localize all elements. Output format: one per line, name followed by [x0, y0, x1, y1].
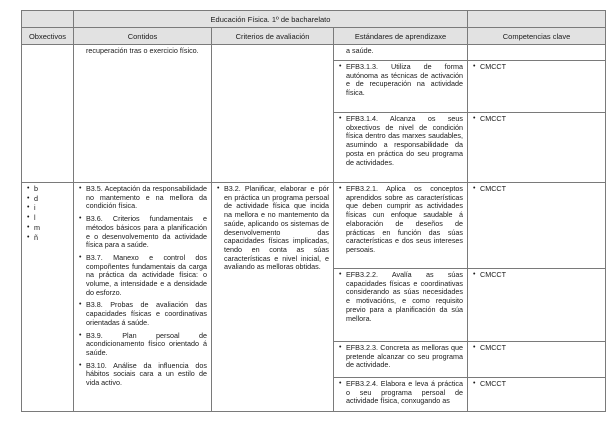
- competence-item: • CMCCT: [468, 269, 605, 342]
- competence-item: • CMCCT: [468, 183, 605, 269]
- content-item: • B3.9. Plan persoal de acondicionamento físico orientado á saúde.: [78, 332, 207, 358]
- objective-item: • b: [26, 185, 69, 194]
- standard-item: • EFB3.2.2. Avalía as súas capacidades físicas e coordinativas considerando as súas necesidades e motivacións, e como requisito previo para a planificación da súa mellora.: [334, 269, 467, 342]
- block-row-1: [22, 45, 606, 183]
- competence-item: • CMCCT: [468, 113, 605, 182]
- contents-cell-2: [74, 183, 212, 412]
- standard-item: • EFB3.2.3. Concreta as melloras que pretende alcanzar co seu programa de actividade.: [334, 342, 467, 378]
- competence-item: • CMCCT: [468, 342, 605, 378]
- content-item: • B3.5. Aceptación da responsabilidade no mantemento e na mellora da condición física.: [78, 185, 207, 211]
- objective-item: • i: [26, 204, 69, 213]
- title-blank-cell-right: [468, 11, 606, 28]
- column-header-row: [22, 28, 606, 45]
- content-item: • B3.8. Probas de avaliación das capacidades físicas e coordinativas orientadas á saúde.: [78, 301, 207, 327]
- objectives-cell-2: [22, 183, 74, 412]
- objective-item: • d: [26, 195, 69, 204]
- header-competences: Competencias clave: [468, 28, 606, 45]
- content-item: • B3.6. Criterios fundamentais e métodos básicos para a planificación e o desenvolvemento da actividade física para a saúde.: [78, 215, 207, 250]
- header-objectives: Obxectivos: [22, 28, 74, 45]
- standard-item: • EFB3.2.4. Elabora e leva á práctica o seu programa persoal de actividade física, conxugando as: [334, 378, 467, 411]
- standard-item: • EFB3.2.1. Aplica os conceptos aprendidos sobre as características que deben cumprir as actividades físicas cun enfoque saudable á elaboración de deseños de prácticas en función das súas características e dos seus intereses persoais.: [334, 183, 467, 269]
- block-row-2: [22, 183, 606, 412]
- contents-tail: recuperación tras o exercicio físico.: [86, 46, 199, 55]
- objective-item: • ñ: [26, 234, 69, 243]
- curriculum-table: [21, 10, 606, 412]
- table-title: Educación Física. 1º de bacharelato: [74, 11, 468, 28]
- competence-item: [468, 45, 605, 61]
- objective-item: • l: [26, 214, 69, 223]
- standards-cell-1: [334, 45, 468, 183]
- objective-item: • m: [26, 224, 69, 233]
- standard-item: a saúde.: [334, 45, 467, 61]
- competence-item: • CMCCT: [468, 378, 605, 411]
- criteria-cell-1: [212, 45, 334, 183]
- header-contents: Contidos: [74, 28, 212, 45]
- criteria-cell-2: [212, 183, 334, 412]
- objectives-cell-1: [22, 45, 74, 183]
- header-standards: Estándares de aprendizaxe: [334, 28, 468, 45]
- content-item: • B3.10. Análise da influencia dos hábitos sociais cara a un estilo de vida activo.: [78, 362, 207, 388]
- criteria-item: • B3.2. Planificar, elaborar e pór en práctica un programa persoal de actividade física que incida na mellora e no mantemento da saúde, aplicando os sistemas de desenvolvemento das capacidades físicas implicadas, tendo en conta as súas características e nivel inicial, e avaliando as melloras obtidas.: [216, 185, 329, 272]
- header-criteria: Criterios de avaliación: [212, 28, 334, 45]
- standards-cell-2: [334, 183, 468, 412]
- title-blank-cell: [22, 11, 74, 28]
- curriculum-page: [21, 10, 605, 412]
- standard-item: • EFB3.1.3. Utiliza de forma autónoma as técnicas de activación e de recuperación na actividade física.: [334, 61, 467, 113]
- competence-item: • CMCCT: [468, 61, 605, 113]
- competences-cell-2: [468, 183, 606, 412]
- table-title-row: [22, 11, 606, 28]
- contents-cell-1: [74, 45, 212, 183]
- competences-cell-1: [468, 45, 606, 183]
- standard-item: • EFB3.1.4. Alcanza os seus obxectivos de nivel de condición física dentro das marxes saudables, asumindo a responsabilidade da posta en práctica do seu programa de actividades.: [334, 113, 467, 182]
- content-item: • B3.7. Manexo e control dos compoñentes fundamentais da carga na práctica da actividade física: o volume, a intensidade e a densidade do esforzo.: [78, 254, 207, 298]
